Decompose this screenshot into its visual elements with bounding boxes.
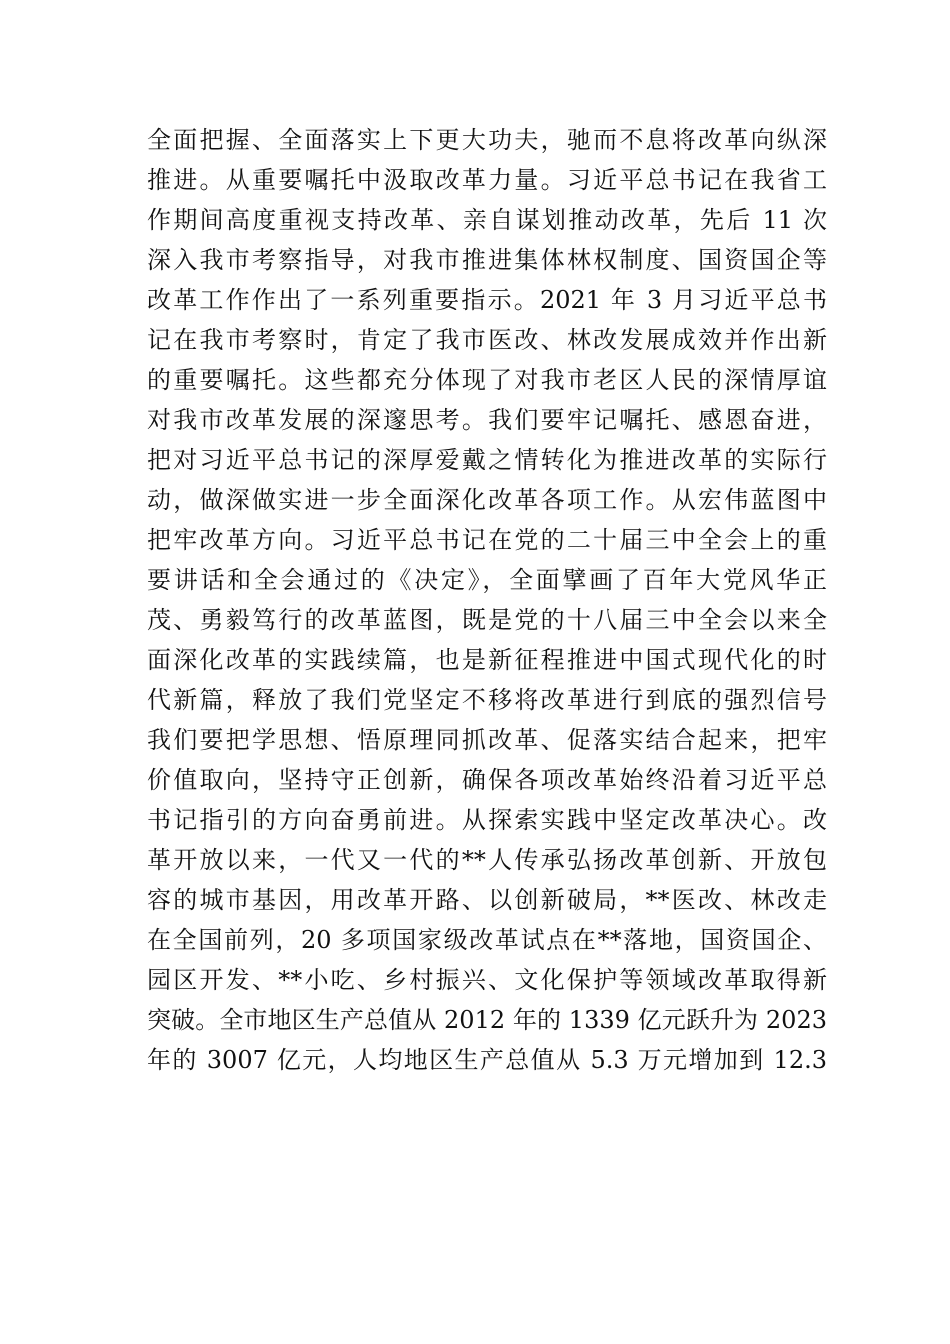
- text-line-11: 把牢改革方向。习近平总书记在党的二十届三中全会上的重: [147, 526, 827, 554]
- text-line-23: 突破。全市地区生产总值从 2012 年的 1339 亿元跃升为 2023: [147, 1006, 827, 1034]
- text-line-13: 茂、勇毅笃行的改革蓝图，既是党的十八届三中全会以来全: [147, 606, 827, 634]
- text-line-5: 改革工作作出了一系列重要指示。2021 年 3 月习近平总书: [147, 286, 827, 314]
- text-line-21: 在全国前列，20 多项国家级改革试点在**落地，国资国企、: [147, 926, 827, 954]
- text-line-15: 代新篇，释放了我们党坚定不移将改革进行到底的强烈信号: [147, 686, 827, 714]
- text-line-19: 革开放以来，一代又一代的**人传承弘扬改革创新、开放包: [147, 846, 827, 874]
- text-line-16: 我们要把学思想、悟原理同抓改革、促落实结合起来，把牢: [147, 726, 827, 754]
- text-line-24: 年的 3007 亿元，人均地区生产总值从 5.3 万元增加到 12.3: [147, 1046, 827, 1074]
- text-line-9: 把对习近平总书记的深厚爱戴之情转化为推进改革的实际行: [147, 446, 827, 474]
- text-line-1: 全面把握、全面落实上下更大功夫，驰而不息将改革向纵深: [147, 126, 827, 154]
- text-line-10: 动，做深做实进一步全面深化改革各项工作。从宏伟蓝图中: [147, 486, 827, 514]
- body-text: [147, 120, 827, 1080]
- text-line-8: 对我市改革发展的深邃思考。我们要牢记嘱托、感恩奋进，: [147, 406, 827, 434]
- text-line-18: 书记指引的方向奋勇前进。从探索实践中坚定改革决心。改: [147, 806, 827, 834]
- text-line-22: 园区开发、**小吃、乡村振兴、文化保护等领域改革取得新: [147, 966, 827, 994]
- text-line-12: 要讲话和全会通过的《决定》，全面擘画了百年大党风华正: [147, 566, 827, 594]
- text-line-3: 作期间高度重视支持改革、亲自谋划推动改革，先后 11 次: [147, 206, 827, 234]
- text-line-2: 推进。从重要嘱托中汲取改革力量。习近平总书记在我省工: [147, 166, 827, 194]
- text-line-14: 面深化改革的实践续篇，也是新征程推进中国式现代化的时: [147, 646, 827, 674]
- text-line-6: 记在我市考察时，肯定了我市医改、林改发展成效并作出新: [147, 326, 827, 354]
- text-line-20: 容的城市基因，用改革开路、以创新破局，**医改、林改走: [147, 886, 827, 914]
- text-line-4: 深入我市考察指导，对我市推进集体林权制度、国资国企等: [147, 246, 827, 274]
- text-line-17: 价值取向，坚持守正创新，确保各项改革始终沿着习近平总: [147, 766, 827, 794]
- text-line-7: 的重要嘱托。这些都充分体现了对我市老区人民的深情厚谊: [147, 366, 827, 394]
